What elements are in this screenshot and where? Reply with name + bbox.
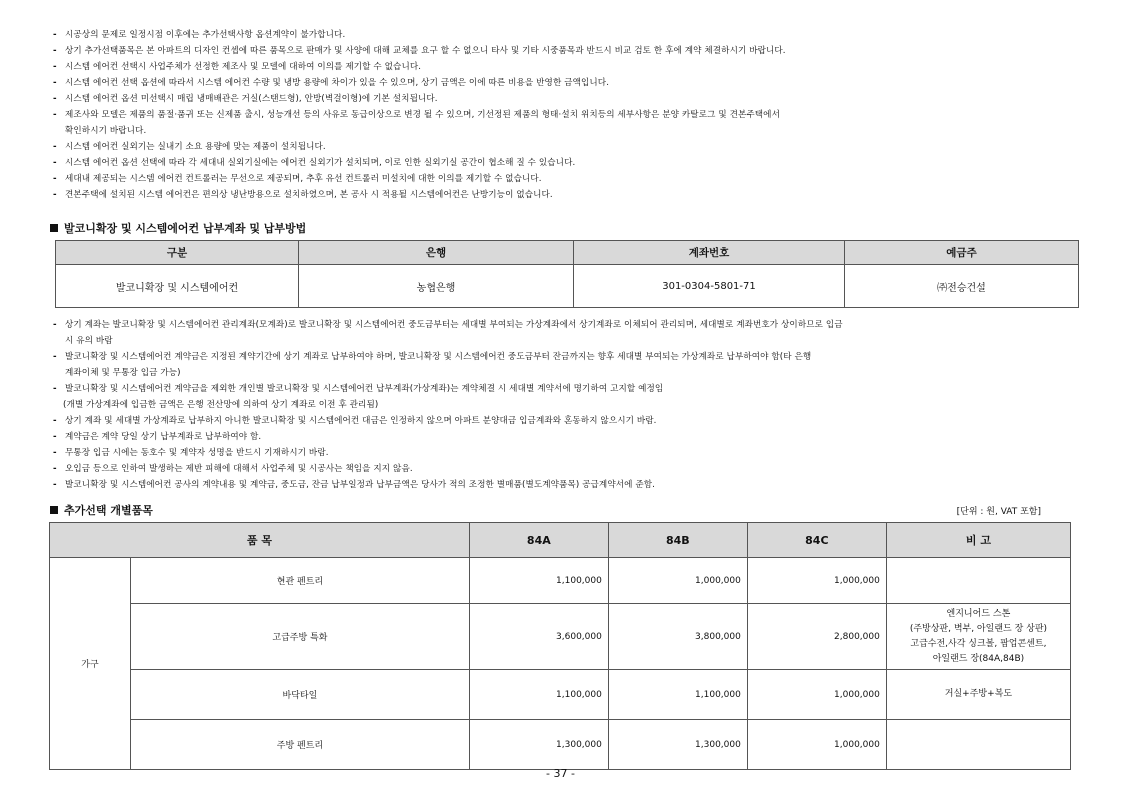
note-item: [53, 413, 1083, 429]
dash-bullet-icon: -: [53, 110, 57, 120]
cell-category: 가구: [50, 558, 131, 770]
table-row: [50, 670, 1071, 720]
cell-bank: 농협은행: [299, 265, 574, 308]
cell-84c: 1,000,000: [747, 558, 886, 604]
dash-bullet-icon: -: [53, 384, 57, 394]
header-bank: 은행: [299, 241, 574, 265]
cell-item: 바닥타일: [131, 670, 470, 720]
cell-84b: 1,000,000: [608, 558, 747, 604]
note-text: 상기 추가선택품목은 본 아파트의 디자인 컨셉에 따른 품목으로 판매가 및 사양에 대해 교체를 요구 할 수 없으니 타사 및 기타 시중품목과 반드시 비교 검토 한 후에 계약 체결하시기 바랍니다.: [65, 46, 786, 56]
note-item: [53, 155, 1083, 171]
note-item: [53, 43, 1083, 59]
header-item: 품 목: [50, 523, 470, 558]
note-text: 시스템 에어컨 옵션 미선택시 매립 냉매배관은 거실(스탠드형), 안방(벽걸이형)에 기본 설치됩니다.: [65, 94, 438, 104]
note-item: [53, 59, 1083, 75]
remark-line: 거실+주방+복도: [944, 689, 1013, 699]
cell-84b: 1,100,000: [608, 670, 747, 720]
notes-top: [53, 27, 1083, 203]
remark-line: 엔지니어드 스톤: [946, 608, 1011, 619]
account-table-row: [56, 265, 1079, 308]
note-text: 발코니확장 및 시스템에어컨 공사의 계약내용 및 계약금, 중도금, 잔금 납부일정과 납부금액은 당사가 적의 조정한 별매품(별도계약품목) 공급계약서에 준함.: [65, 480, 656, 490]
cell-account-number: 301-0304-5801-71: [574, 265, 845, 308]
dash-bullet-icon: -: [53, 78, 57, 88]
dash-bullet-icon: -: [53, 94, 57, 104]
options-table: [49, 522, 1071, 770]
note-item: [53, 365, 1083, 381]
note-item: [53, 171, 1083, 187]
header-holder: 예금주: [845, 241, 1079, 265]
note-item: [53, 75, 1083, 91]
page-number: - 37 -: [546, 767, 575, 780]
dash-bullet-icon: -: [53, 320, 57, 330]
section-title-options: [50, 502, 153, 518]
unit-label: [단위 : 원, VAT 포함]: [956, 507, 1041, 517]
section-title-account: [50, 220, 306, 236]
note-item: [53, 429, 1083, 445]
note-item: [53, 397, 1083, 413]
note-text: 세대내 제공되는 시스템 에어컨 컨트롤러는 무선으로 제공되며, 추후 유선 컨트롤러 미설치에 대한 이의를 제기할 수 없습니다.: [65, 174, 542, 184]
dash-bullet-icon: -: [53, 480, 57, 490]
note-text: 상기 계좌 및 세대별 가상계좌로 납부하지 아니한 발코니확장 및 시스템에어컨 대금은 인정하지 않으며 아파트 분양대금 입금계좌와 혼동하지 않으시기 바람.: [65, 416, 657, 426]
options-table-body: [50, 558, 1071, 770]
cell-item: 주방 펜트리: [131, 720, 470, 770]
header-category: 구분: [56, 241, 299, 265]
note-text: 시스템 에어컨 옵션 선택에 따라 각 세대내 실외기실에는 에어컨 실외기가 설치되며, 이로 인한 실외기실 공간이 협소해 질 수 있습니다.: [65, 158, 576, 168]
table-row: [50, 558, 1071, 604]
cell-remarks: [886, 670, 1070, 720]
account-table: [55, 240, 1079, 308]
cell-remarks: [886, 720, 1070, 770]
cell-84a: 1,300,000: [469, 720, 608, 770]
notes-payment: [53, 317, 1083, 493]
dash-bullet-icon: -: [53, 30, 57, 40]
header-remarks: 비 고: [886, 523, 1070, 558]
square-bullet-icon: [50, 224, 58, 232]
dash-bullet-icon: -: [53, 432, 57, 442]
note-text: 제조사와 모델은 제품의 품절·품귀 또는 신제품 출시, 성능개선 등의 사유로 동급이상으로 변경 될 수 있으며, 기선정된 제품의 형태·설치 위치등의 세부사항은 분양 카탈로그 및 견본주택에서: [65, 110, 780, 120]
cell-category: 발코니확장 및 시스템에어컨: [56, 265, 299, 308]
note-item: [53, 27, 1083, 43]
note-text: 계약금은 계약 당일 상기 납부계좌로 납부하여야 함.: [65, 432, 262, 442]
cell-84b: 1,300,000: [608, 720, 747, 770]
dash-bullet-icon: -: [53, 190, 57, 200]
note-item: [53, 349, 1083, 365]
cell-holder: ㈜전승건설: [845, 265, 1079, 308]
table-row: [50, 604, 1071, 670]
header-84c: 84C: [747, 523, 886, 558]
note-text: 계좌이체 및 무통장 입금 가능): [65, 368, 181, 378]
note-item: [53, 477, 1083, 493]
note-item: [53, 139, 1083, 155]
dash-bullet-icon: -: [53, 46, 57, 56]
note-item: [53, 187, 1083, 203]
note-text: 시스템 에어컨 선택시 사업주체가 선정한 제조사 및 모델에 대하여 이의를 제기할 수 없습니다.: [65, 62, 422, 72]
note-text: 상기 계좌는 발코니확장 및 시스템에어컨 관리계좌(모계좌)로 발코니확장 및 시스템에어컨 중도금부터는 세대별 부여되는 가상계좌에서 상기계좌로 이체되어 관리되며, 세대별로 계좌번호가 상이하므로 입금: [65, 320, 843, 330]
dash-bullet-icon: -: [53, 352, 57, 362]
dash-bullet-icon: -: [53, 158, 57, 168]
note-item: [53, 107, 1083, 123]
note-item: [53, 445, 1083, 461]
dash-bullet-icon: -: [53, 62, 57, 72]
note-item: [53, 333, 1083, 349]
cell-84c: 1,000,000: [747, 670, 886, 720]
note-text: 시 유의 바람: [65, 336, 113, 346]
cell-84c: 2,800,000: [747, 604, 886, 670]
header-84b: 84B: [608, 523, 747, 558]
header-84a: 84A: [469, 523, 608, 558]
note-text: 발코니확장 및 시스템에어컨 계약금은 지정된 계약기간에 상기 계좌로 납부하여야 하며, 발코니확장 및 시스템에어컨 중도금부터 잔금까지는 향후 세대별 부여되는 가상계좌로 납부하여야 함(타 은행: [65, 352, 812, 362]
note-item: [53, 381, 1083, 397]
note-text: 견본주택에 설치된 시스템 에어컨은 편의상 냉난방용으로 설치하였으며, 본 공사 시 적용될 시스템에어컨은 난방기능이 없습니다.: [65, 190, 553, 200]
note-text: 시스템 에어컨 선택 옵션에 따라서 시스템 에어컨 수량 및 냉방 용량에 차이가 있을 수 있으며, 상기 금액은 이에 따른 비용을 반영한 금액입니다.: [65, 78, 610, 88]
note-item: [53, 123, 1083, 139]
note-text: 무통장 입금 시에는 동호수 및 계약자 성명을 반드시 기재하시기 바람.: [65, 448, 329, 458]
cell-item: 현관 펜트리: [131, 558, 470, 604]
dash-bullet-icon: -: [53, 416, 57, 426]
options-table-header: [50, 523, 1071, 558]
cell-84a: 1,100,000: [469, 670, 608, 720]
header-account-number: 계좌번호: [574, 241, 845, 265]
note-text: 시공상의 문제로 일정시점 이후에는 추가선택사항 옵션계약이 불가합니다.: [65, 30, 346, 40]
note-text: 확인하시기 바랍니다.: [65, 126, 147, 136]
note-item: [53, 461, 1083, 477]
cell-84c: 1,000,000: [747, 720, 886, 770]
remark-line: (주방상판, 벽부, 아일랜드 장 상판): [909, 623, 1048, 634]
account-table-header: [56, 241, 1079, 265]
table-row: [50, 720, 1071, 770]
cell-remarks: [886, 558, 1070, 604]
dash-bullet-icon: -: [53, 174, 57, 184]
note-text: 오입금 등으로 인하여 발생하는 제반 피해에 대해서 사업주체 및 시공사는 책임을 지지 않음.: [65, 464, 413, 474]
dash-bullet-icon: -: [53, 142, 57, 152]
note-item: [53, 91, 1083, 107]
section-title-text: 발코니확장 및 시스템에어컨 납부계좌 및 납부방법: [64, 222, 307, 235]
dash-bullet-icon: -: [53, 448, 57, 458]
cell-item: 고급주방 특화: [131, 604, 470, 670]
cell-84a: 3,600,000: [469, 604, 608, 670]
section-title-text: 추가선택 개별품목: [64, 504, 153, 517]
square-bullet-icon: [50, 506, 58, 514]
cell-remarks: [886, 604, 1070, 670]
note-text: (개별 가상계좌에 입금한 금액은 은행 전산망에 의하여 상기 계좌로 이전 후 관리됨): [63, 400, 379, 410]
note-text: 시스템 에어컨 실외기는 실내기 소요 용량에 맞는 제품이 설치됩니다.: [65, 142, 326, 152]
note-text: 발코니확장 및 시스템에어컨 계약금을 제외한 개인별 발코니확장 및 시스템에어컨 납부계좌(가상계좌)는 계약체결 시 세대별 계약서에 명기하여 고지할 예정임: [65, 384, 664, 394]
remark-line: 고급수전,사각 싱크볼, 팝업콘센트,: [910, 638, 1047, 649]
cell-84a: 1,100,000: [469, 558, 608, 604]
cell-84b: 3,800,000: [608, 604, 747, 670]
note-item: [53, 317, 1083, 333]
dash-bullet-icon: -: [53, 464, 57, 474]
remark-line: 아일랜드 장(84A,84B): [932, 653, 1025, 664]
